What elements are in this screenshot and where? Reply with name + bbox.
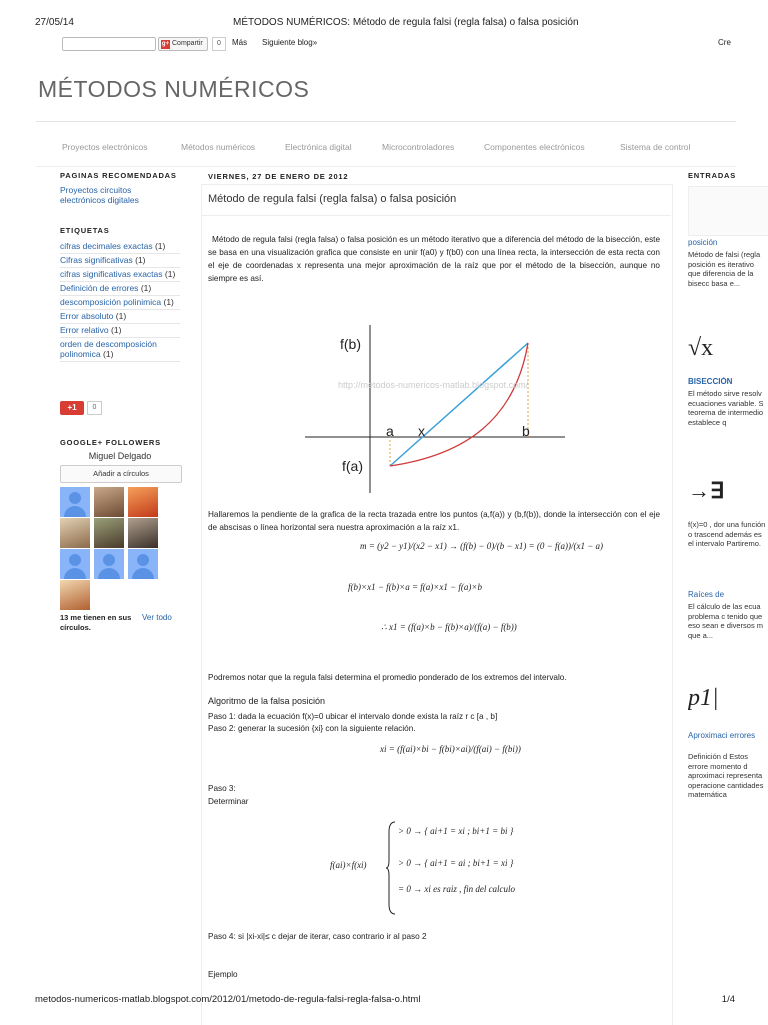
label-link[interactable]: cifras decimales exactas — [60, 241, 153, 251]
label-link[interactable]: descomposición polinimica — [60, 297, 162, 307]
graph-label-fa: f(a) — [342, 458, 363, 474]
label-count: (1) — [154, 241, 166, 251]
follower-avatar[interactable] — [60, 549, 90, 579]
follower-avatar[interactable] — [128, 487, 158, 517]
label-item — [60, 240, 180, 254]
post-date: VIERNES, 27 DE ENERO DE 2012 — [208, 172, 349, 181]
label-count: (1) — [115, 311, 127, 321]
graph-label-x: x — [418, 423, 425, 439]
popular-title-3[interactable]: Raíces de — [688, 590, 725, 599]
share-count: 0 — [212, 37, 226, 51]
label-link[interactable]: Definición de errores — [60, 283, 139, 293]
popular-title-2[interactable]: BISECCIÓN — [688, 377, 733, 386]
weighted-text: Podremos notar que la regula falsi determina el promedio ponderado de los extremos del intervalo. — [208, 673, 567, 682]
equation-xi: xi = (f(ai)×bi − f(bi)×ai)/(f(ai) − f(bi)) — [380, 744, 521, 754]
case-greater-1: > 0 → { ai+1 = xi ; bi+1 = bi } — [398, 826, 514, 836]
post-title[interactable]: Método de regula falsi (regla falsa) o falsa posición — [208, 193, 457, 205]
label-link[interactable]: Error relativo — [60, 325, 109, 335]
example-heading: Ejemplo — [208, 970, 238, 979]
label-count: (1) — [135, 255, 146, 265]
google-plus-icon: g+ — [161, 40, 170, 47]
algorithm-step-3-text: Determinar — [208, 797, 249, 806]
follower-avatar[interactable] — [60, 487, 90, 517]
navbar-search-input[interactable] — [62, 37, 156, 51]
post-container — [201, 184, 673, 1025]
popular-title-4[interactable]: Aproximaci errores — [688, 731, 756, 740]
slope-text: Hallaremos la pendiente de la grafica de la recta trazada entre los puntos (a,f(a)) y (b,f(b)), donde la intersección con el eje de abscisas o línea horizontal sera nuestra aproximación a la raíz x1. — [208, 510, 660, 532]
algorithm-title: Algoritmo de la falsa posición — [208, 696, 326, 706]
label-item — [60, 282, 180, 296]
popular-text-1: Método de falsi (regla posición es iterativo que diferencia de la bisecc basa e... — [688, 250, 761, 288]
algorithm-step-1: Paso 1: dada la ecuación f(x)=0 ubicar el intervalo donde exista la raíz r c [a , b] — [208, 712, 498, 721]
case-greater-2: > 0 → { ai+1 = ai ; bi+1 = xi } — [398, 858, 514, 868]
graph-label-a: a — [386, 423, 394, 439]
blogger-navbar — [0, 36, 768, 54]
post-title-divider — [201, 215, 671, 216]
tab-microcontroladores[interactable]: Microcontroladores — [382, 142, 455, 152]
exists-arrow-icon: →∃ — [688, 478, 724, 503]
graph-label-b: b — [522, 423, 530, 439]
label-link[interactable]: Cifras significativas — [60, 255, 133, 265]
tab-componentes[interactable]: Componentes electrónicos — [484, 142, 585, 152]
print-title: MÉTODOS NUMÉRICOS: Método de regula falsi (regla falsa) o falsa posición — [233, 17, 579, 28]
print-date: 27/05/14 — [35, 17, 74, 28]
recommended-link[interactable]: Proyectos circuitos electrónicos digitales — [60, 185, 139, 205]
label-count: (1) — [164, 269, 176, 279]
label-item — [60, 338, 180, 362]
label-link[interactable]: orden de descomposición polinomica — [60, 339, 157, 359]
label-item — [60, 268, 180, 282]
follower-avatar[interactable] — [128, 518, 158, 548]
labels-heading: ETIQUETAS — [60, 226, 110, 235]
google-plus-one-count: 0 — [87, 401, 102, 415]
popular-text-3: f(x)=0 , dor una función o trascend además es el intervalo Partiremo. — [688, 520, 766, 548]
followers-heading: GOOGLE+ FOLLOWERS — [60, 438, 161, 447]
tabs-divider — [36, 166, 736, 167]
header-divider — [36, 121, 736, 122]
label-link[interactable]: Error absoluto — [60, 311, 114, 321]
footer-page-number: 1/4 — [721, 994, 735, 1005]
equation-x1: ∴ x1 = (f(a)×b − f(b)×a)/(f(a) − f(b)) — [381, 622, 517, 632]
case-equal: = 0 → xi es raiz , fin del calculo — [398, 884, 516, 894]
label-count: (1) — [140, 283, 152, 293]
popular-thumb-1[interactable] — [688, 186, 768, 236]
case-lhs: f(ai)×f(xi) — [330, 860, 367, 870]
label-item — [60, 324, 180, 338]
label-count: (1) — [103, 349, 114, 359]
circles-count-text: 13 me tienen en sus círculos. — [60, 613, 132, 632]
follower-avatar[interactable] — [94, 487, 124, 517]
create-blog-link[interactable]: Cre — [718, 38, 731, 47]
sqrt-x-icon: √x — [688, 335, 714, 361]
case-brace — [385, 820, 397, 916]
share-button[interactable] — [158, 37, 208, 51]
label-item — [60, 296, 180, 310]
regula-falsi-graph — [300, 325, 570, 495]
followers-name[interactable]: Miguel Delgado — [88, 451, 152, 461]
label-item — [60, 254, 180, 268]
tab-electronica[interactable]: Electrónica digital — [285, 142, 352, 152]
algorithm-step-4: Paso 4: si |xi-xi|≤ c dejar de iterar, caso contrario ir al paso 2 — [208, 932, 427, 941]
blog-title[interactable]: MÉTODOS NUMÉRICOS — [38, 76, 310, 102]
p1-icon: p1| — [688, 685, 719, 711]
equation-slope: m = (y2 − y1)/(x2 − x1) → (f(b) − 0)/(b − x1) = (0 − f(a))/(x1 − a) — [360, 541, 604, 551]
graph-label-fb: f(b) — [340, 336, 361, 352]
popular-text-3b: El cálculo de las ecua problema c tenido que eso sean e diversos m que a... — [688, 602, 764, 640]
follower-avatar[interactable] — [60, 518, 90, 548]
more-link[interactable]: Más — [232, 38, 248, 47]
google-plus-one-label: +1 — [67, 403, 77, 412]
label-link[interactable]: cifras significativas exactas — [60, 269, 163, 279]
follower-avatar[interactable] — [94, 549, 124, 579]
view-all-link[interactable]: Ver todo — [142, 613, 172, 622]
share-label: Compartir — [172, 40, 203, 47]
next-blog-link[interactable]: Siguiente blog» — [262, 38, 318, 47]
label-count: (1) — [163, 297, 174, 307]
algorithm-step-2: Paso 2: generar la sucesión {xi} con la siguiente relación. — [208, 724, 416, 733]
follower-avatar[interactable] — [60, 580, 90, 610]
google-plus-one-button[interactable] — [60, 401, 84, 415]
popular-title-1[interactable]: posición — [688, 238, 718, 247]
post-intro: Método de regula falsi (regla falsa) o falsa posición es un método iterativo que a diferencia del método de la bisección, este se basa en una visualización grafica que consiste en unir f(a0) y f(b0) con una línea recta, la intersección de esta recta con el eje de coordenadas x representa una mejor aproximación de la raíz que por el método de la bisección, aunque no siempre es así. — [208, 235, 660, 283]
tab-metodos[interactable]: Métodos numéricos — [181, 142, 256, 152]
footer-url: metodos-numericos-matlab.blogspot.com/2012/01/metodo-de-regula-falsi-regla-falsa-o.html — [35, 994, 421, 1005]
graph-secant-line — [390, 343, 528, 466]
add-to-circles-button[interactable]: Añadir a círculos — [60, 465, 182, 483]
label-count: (1) — [111, 325, 122, 335]
tab-proyectos[interactable]: Proyectos electrónicos — [62, 142, 148, 152]
equation-cross: f(b)×x1 − f(b)×a = f(a)×x1 − f(a)×b — [348, 582, 482, 592]
label-item — [60, 310, 180, 324]
follower-avatar[interactable] — [128, 549, 158, 579]
popular-heading: ENTRADAS — [688, 171, 737, 180]
tab-sistema[interactable]: Sistema de control — [620, 142, 691, 152]
popular-text-4: Definición d Estos errore momento d aproximaci representa operacione cantidades matemática — [688, 752, 764, 799]
graph-watermark: http://metodos-numericos-matlab.blogspot.com/ — [338, 380, 529, 390]
follower-avatar[interactable] — [94, 518, 124, 548]
recommended-heading: PAGINAS RECOMENDADAS — [60, 171, 177, 180]
algorithm-step-3-label: Paso 3: — [208, 784, 236, 793]
labels-list — [60, 240, 180, 362]
popular-text-2: El método sirve resolv ecuaciones variable. S teorema de intermedio establece q — [688, 389, 764, 427]
